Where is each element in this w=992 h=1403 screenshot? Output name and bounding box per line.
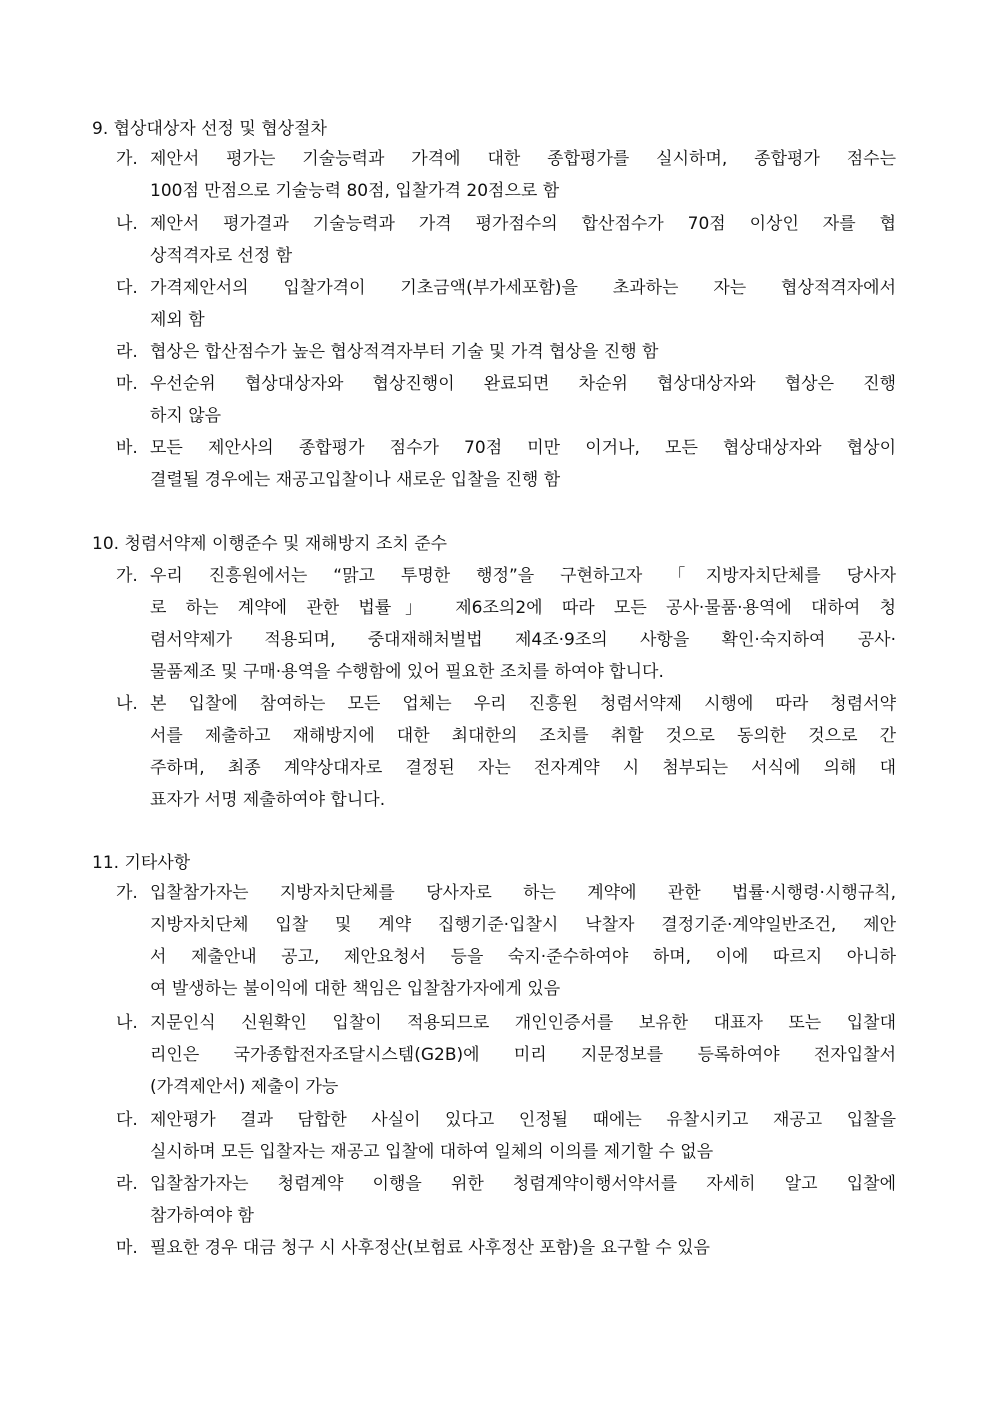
text-line: 모든 제안사의 종합평가 점수가 70점 미만 이거나, 모든 협상대상자와 협상이 bbox=[150, 438, 896, 458]
text-line: 실시하며 모든 입찰자는 재공고 입찰에 대하여 일체의 이의를 제기할 수 없음 bbox=[150, 1142, 714, 1162]
text-line: 협상은 합산점수가 높은 협상적격자부터 기술 및 가격 협상을 진행 함 bbox=[150, 342, 659, 362]
text-line: 서를 제출하고 재해방지에 대한 최대한의 조치를 취할 것으로 동의한 것으로 간 bbox=[150, 726, 896, 746]
text-line: 제안서 평가결과 기술능력과 가격 평가점수의 합산점수가 70점 이상인 자를 협 bbox=[150, 214, 896, 234]
text-line: 주하며, 최종 계약상대자로 결정된 자는 전자계약 시 첨부되는 서식에 의해 대 bbox=[150, 758, 896, 778]
section-title-11: 11. 기타사항 bbox=[92, 853, 191, 873]
text-line: 지문인식 신원확인 입찰이 적용되므로 개인인증서를 보유한 대표자 또는 입찰대 bbox=[150, 1013, 896, 1033]
text-line: 물품제조 및 구매·용역을 수행함에 있어 필요한 조치를 하여야 합니다. bbox=[150, 662, 664, 682]
list-item bbox=[116, 368, 896, 432]
text-line: 우리 진흥원에서는 “맑고 투명한 행정”을 구현하고자 「지방자치단체를 당사자 bbox=[150, 566, 896, 586]
list-item bbox=[116, 1232, 896, 1264]
text-line: 제안평가 결과 담합한 사실이 있다고 인정될 때에는 유찰시키고 재공고 입찰을 bbox=[150, 1110, 896, 1130]
item-text bbox=[150, 143, 896, 207]
text-line: 제외 함 bbox=[150, 310, 205, 330]
list-item bbox=[116, 336, 896, 368]
text-line: 결렬될 경우에는 재공고입찰이나 새로운 입찰을 진행 함 bbox=[150, 470, 561, 490]
item-marker: 나. bbox=[116, 694, 138, 714]
list-item bbox=[116, 688, 896, 816]
section-title-9: 9. 협상대상자 선정 및 협상절차 bbox=[92, 119, 327, 139]
text-line: 가격제안서의 입찰가격이 기초금액(부가세포함)을 초과하는 자는 협상적격자에서 bbox=[150, 278, 896, 298]
item-text bbox=[150, 560, 896, 688]
list-item bbox=[116, 1168, 896, 1232]
item-text bbox=[150, 368, 896, 432]
item-marker: 나. bbox=[116, 1013, 138, 1033]
item-text bbox=[150, 1168, 896, 1232]
item-marker: 가. bbox=[116, 566, 138, 586]
text-line: 우선순위 협상대상자와 협상진행이 완료되면 차순위 협상대상자와 협상은 진행 bbox=[150, 374, 896, 394]
item-text bbox=[150, 432, 896, 496]
text-line: 본 입찰에 참여하는 모든 업체는 우리 진흥원 청렴서약제 시행에 따라 청렴서약 bbox=[150, 694, 896, 714]
item-marker: 가. bbox=[116, 149, 138, 169]
text-line: 서 제출안내 공고, 제안요청서 등을 숙지·준수하여야 하며, 이에 따르지 아니하 bbox=[150, 947, 896, 967]
list-item bbox=[116, 143, 896, 207]
item-marker: 라. bbox=[116, 1174, 138, 1194]
text-line: 리인은 국가종합전자조달시스템(G2B)에 미리 지문정보를 등록하여야 전자입찰서 bbox=[150, 1045, 896, 1065]
item-text bbox=[150, 877, 896, 1005]
text-line: 입찰참가자는 청렴계약 이행을 위한 청렴계약이행서약서를 자세히 알고 입찰에 bbox=[150, 1174, 896, 1194]
list-item bbox=[116, 877, 896, 1005]
item-marker: 마. bbox=[116, 374, 138, 394]
list-item bbox=[116, 1104, 896, 1168]
list-item bbox=[116, 560, 896, 688]
text-line: 로 하는 계약에 관한 법률」 제6조의2에 따라 모든 공사·물품·용역에 대하여 청 bbox=[150, 598, 896, 618]
text-line: 하지 않음 bbox=[150, 406, 222, 426]
item-marker: 다. bbox=[116, 278, 138, 298]
item-text bbox=[150, 688, 896, 816]
item-text bbox=[150, 1232, 896, 1264]
list-item bbox=[116, 1007, 896, 1103]
list-item bbox=[116, 208, 896, 272]
item-marker: 라. bbox=[116, 342, 138, 362]
text-line: 입찰참가자는 지방자치단체를 당사자로 하는 계약에 관한 법률·시행령·시행규칙, bbox=[150, 883, 896, 903]
text-line: 상적격자로 선정 함 bbox=[150, 246, 293, 266]
list-item bbox=[116, 272, 896, 336]
item-text bbox=[150, 208, 896, 272]
item-text bbox=[150, 1104, 896, 1168]
item-text bbox=[150, 1007, 896, 1103]
list-item bbox=[116, 432, 896, 496]
text-line: 여 발생하는 불이익에 대한 책임은 입찰참가자에게 있음 bbox=[150, 979, 561, 999]
section-title-10: 10. 청렴서약제 이행준수 및 재해방지 조치 준수 bbox=[92, 534, 448, 554]
text-line: 100점 만점으로 기술능력 80점, 입찰가격 20점으로 함 bbox=[150, 181, 560, 201]
item-marker: 다. bbox=[116, 1110, 138, 1130]
text-line: 표자가 서명 제출하여야 합니다. bbox=[150, 790, 386, 810]
item-marker: 마. bbox=[116, 1238, 138, 1258]
text-line: 제안서 평가는 기술능력과 가격에 대한 종합평가를 실시하며, 종합평가 점수는 bbox=[150, 149, 896, 169]
item-text bbox=[150, 272, 896, 336]
text-line: 참가하여야 함 bbox=[150, 1206, 254, 1226]
text-line: 렴서약제가 적용되며, 중대재해처벌법 제4조·9조의 사항을 확인·숙지하여 공사· bbox=[150, 630, 896, 650]
text-line: 필요한 경우 대금 청구 시 사후정산(보험료 사후정산 포함)을 요구할 수 있음 bbox=[150, 1238, 710, 1258]
text-line: 지방자치단체 입찰 및 계약 집행기준·입찰시 낙찰자 결정기준·계약일반조건, 제안 bbox=[150, 915, 896, 935]
text-line: (가격제안서) 제출이 가능 bbox=[150, 1077, 339, 1097]
item-marker: 바. bbox=[116, 438, 138, 458]
item-marker: 나. bbox=[116, 214, 138, 234]
item-marker: 가. bbox=[116, 883, 138, 903]
item-text bbox=[150, 336, 896, 368]
